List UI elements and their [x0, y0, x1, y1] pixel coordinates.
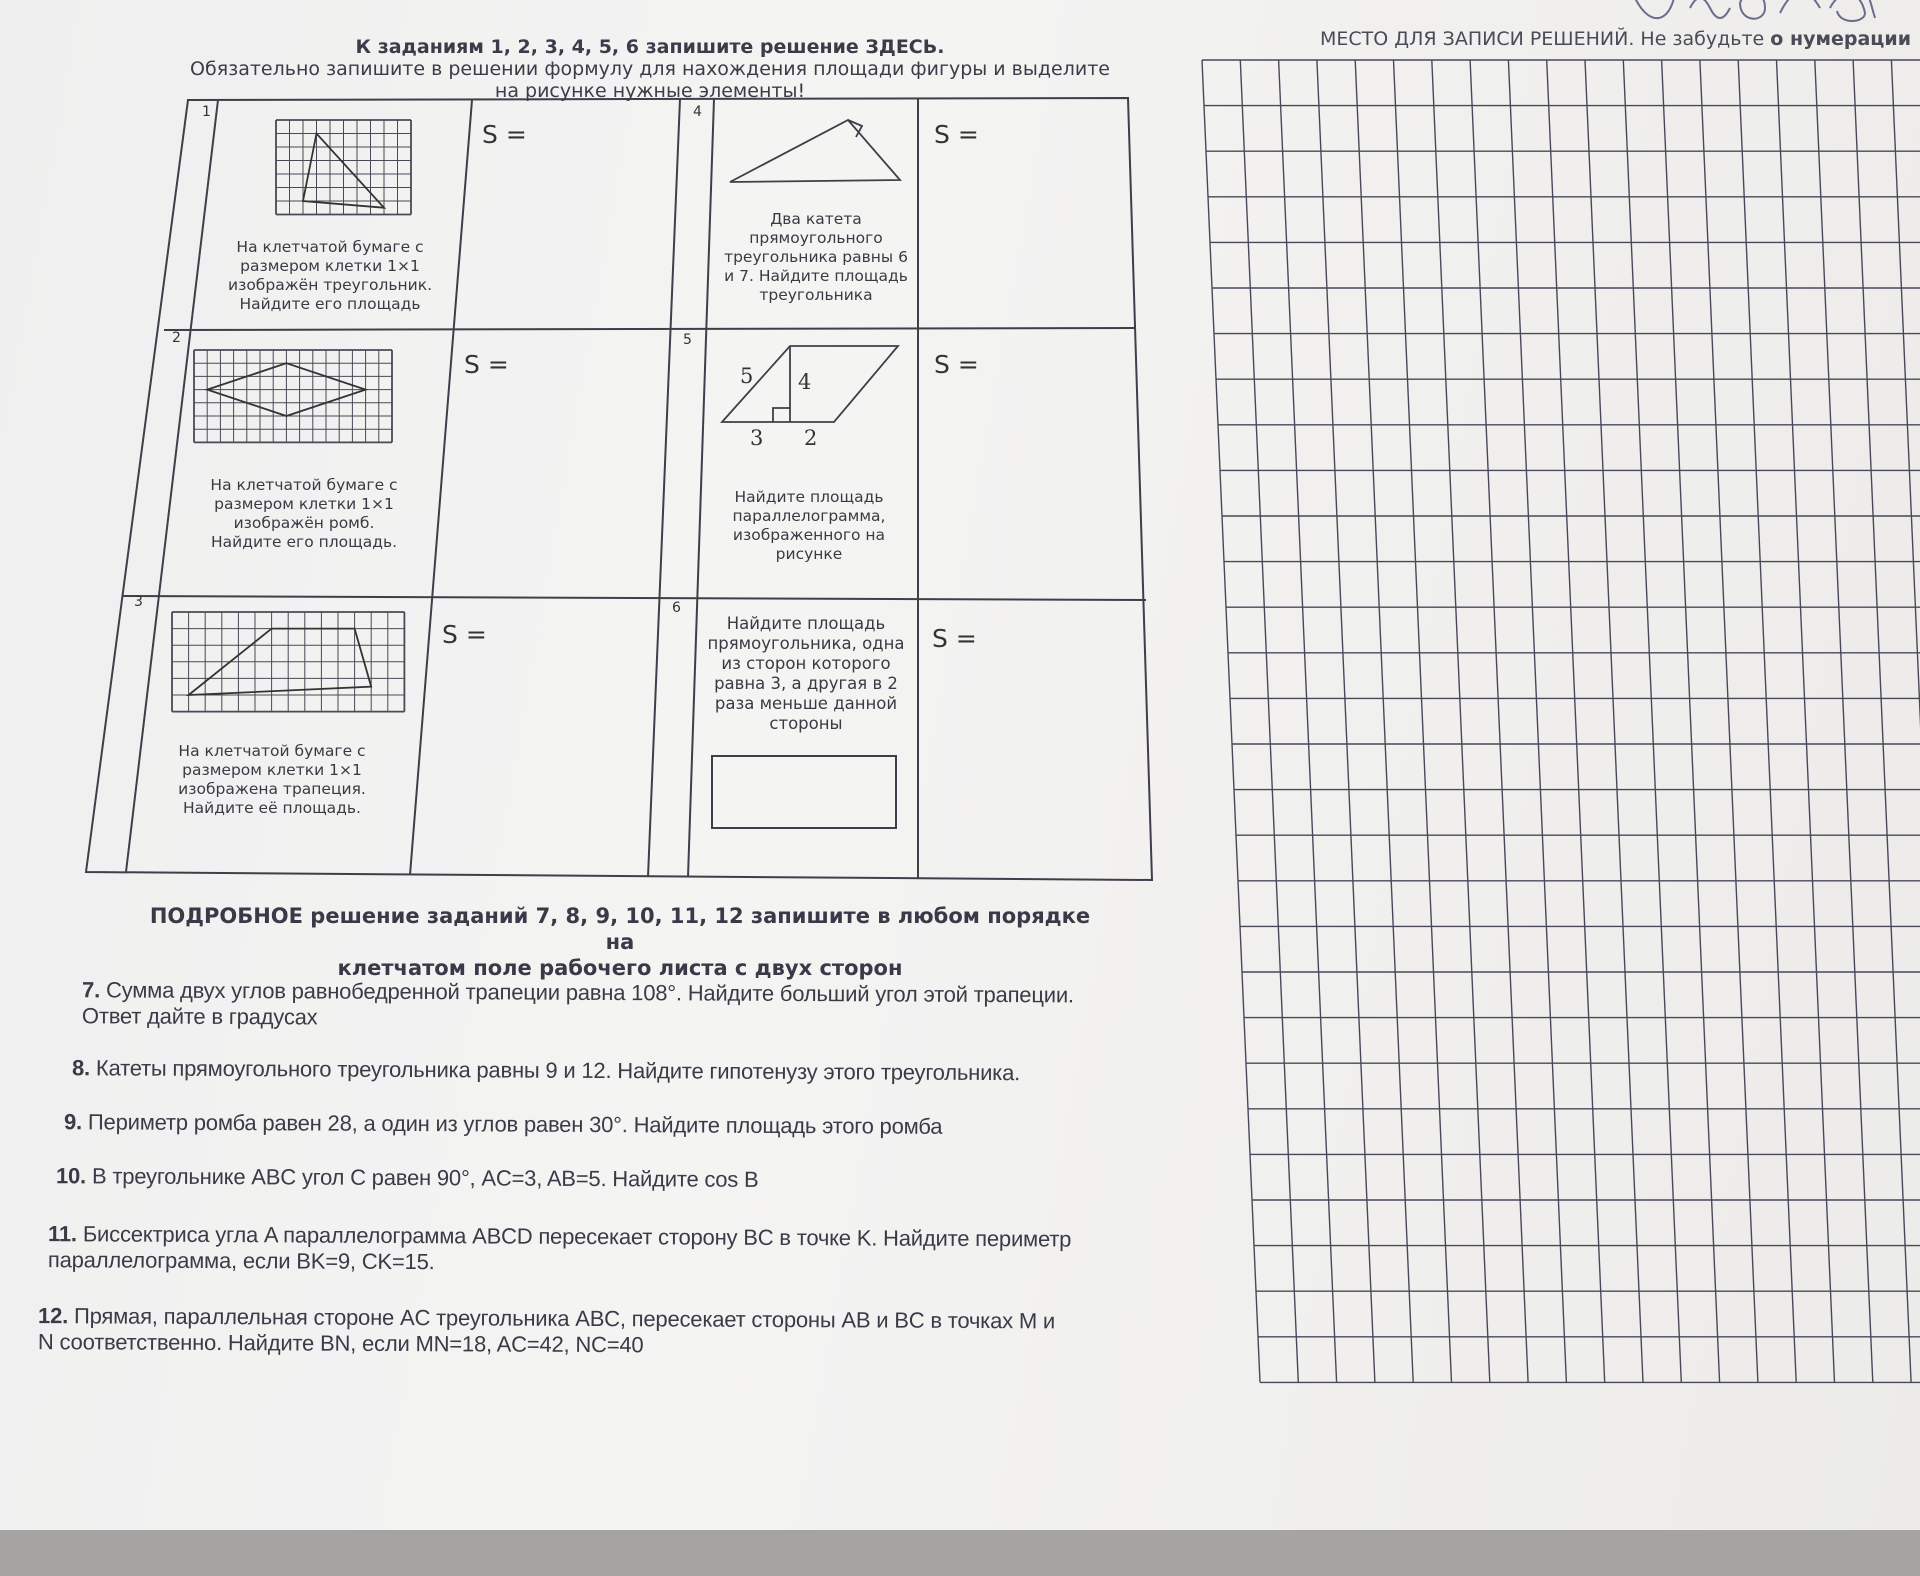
task-9 — [64, 1109, 1124, 1141]
figure-1-triangle-grid — [276, 120, 411, 215]
task-2-text: На клетчатой бумаге с размером клетки 1×1 изображён ромб. Найдите его площадь. — [210, 476, 398, 551]
task-12 — [38, 1303, 1138, 1361]
figure-6-rectangle — [712, 756, 896, 828]
task-10 — [56, 1163, 1116, 1195]
answer-field-1[interactable]: S = — [482, 120, 527, 149]
task-11 — [48, 1221, 1138, 1279]
task-10-number: 10. — [55, 1163, 87, 1189]
answer-field-3[interactable]: S = — [442, 620, 487, 649]
answer-field-6[interactable]: S = — [932, 624, 977, 653]
task-9-line-1: Периметр ромба равен 28, а один из углов равен 30°. Найдите площадь этого ромба — [87, 1109, 943, 1139]
figure-2-rhombus-grid — [194, 350, 392, 442]
header-instruction-line: Обязательно запишите в решении формулу для нахождения площади фигуры и выделите — [190, 58, 1110, 80]
task-8-line-1: Катеты прямоугольного треугольника равны 9 и 12. Найдите гипотенузу этого треугольника. — [95, 1055, 1021, 1086]
task-12-line-1: Прямая, параллельная стороне AC треугольника ABC, пересекает стороны AB и BC в точках M и — [73, 1303, 1056, 1334]
task-7-line-1: Сумма двух углов равнобедренной трапеции равна 108°. Найдите больший угол этой трапеции. — [105, 977, 1074, 1008]
figure-5-label-left-segment: 3 — [750, 426, 764, 450]
solutions-area-header-text: МЕСТО ДЛЯ ЗАПИСИ РЕШЕНИЙ. Не забудьте — [1320, 28, 1771, 50]
header-instruction-line-2: на рисунке нужные элементы! — [494, 80, 806, 102]
cell-number-5: 5 — [683, 332, 692, 348]
task-1-text: На клетчатой бумаге с размером клетки 1×1 изображён треугольник. Найдите его площадь — [228, 238, 432, 313]
task-7-number: 7. — [82, 977, 101, 1003]
figure-4-right-triangle — [730, 120, 900, 182]
header-instruction-title: К заданиям 1, 2, 3, 4, 5, 6 запишите решение ЗДЕСЬ. — [355, 36, 945, 58]
task-6-text: Найдите площадь прямоугольника, одна из сторон которого равна 3, а другая в 2 раза меньше данной стороны — [707, 614, 905, 733]
figure-5-label-height: 4 — [798, 370, 812, 394]
cell-number-4: 4 — [693, 104, 702, 120]
task-3-text: На клетчатой бумаге с размером клетки 1×1 изображена трапеция. Найдите её площадь. — [178, 742, 366, 817]
task-5-text: Найдите площадь параллелограмма, изображенного на рисунке — [732, 488, 886, 563]
task-12-line-2: N соответственно. Найдите BN, если MN=18, AC=42, NC=40 — [37, 1329, 644, 1358]
section-title-line-2: клетчатом поле рабочего листа с двух сторон — [337, 956, 903, 980]
task-11-line-2: параллелограмма, если BK=9, CK=15. — [47, 1247, 435, 1275]
task-4-text: Два катета прямоугольного треугольника равны 6 и 7. Найдите площадь треугольника — [724, 210, 908, 304]
cell-number-1: 1 — [202, 104, 211, 120]
section-title — [140, 903, 1100, 981]
figure-5-label-right-segment: 2 — [804, 426, 818, 450]
figure-5-label-side: 5 — [740, 364, 754, 388]
cell-number-3: 3 — [134, 594, 143, 610]
solutions-area-header-bold: о нумерации — [1770, 28, 1912, 50]
task-8 — [72, 1055, 1132, 1087]
answer-field-4[interactable]: S = — [934, 120, 979, 149]
task-10-line-1: В треугольнике ABC угол C равен 90°, AC=3, AB=5. Найдите cos B — [91, 1163, 759, 1192]
task-8-number: 8. — [71, 1055, 91, 1081]
task-7-line-2: Ответ дайте в градусах — [81, 1003, 318, 1030]
task-11-number: 11. — [48, 1221, 77, 1247]
task-11-line-1: Биссектриса угла A параллелограмма ABCD пересекает сторону BC в точке K. Найдите периметр — [82, 1221, 1072, 1252]
section-title-line-1: ПОДРОБНОЕ решение заданий 7, 8, 9, 10, 11, 12 запишите в любом порядке на — [149, 904, 1091, 954]
cell-number-6: 6 — [672, 600, 681, 616]
cell-number-2: 2 — [172, 330, 181, 346]
task-7 — [82, 977, 1132, 1034]
task-9-number: 9. — [63, 1109, 83, 1135]
answer-field-5[interactable]: S = — [934, 350, 979, 379]
figure-3-trapezoid-grid — [172, 612, 404, 712]
task-12-number: 12. — [38, 1303, 69, 1329]
answer-field-2[interactable]: S = — [464, 350, 509, 379]
